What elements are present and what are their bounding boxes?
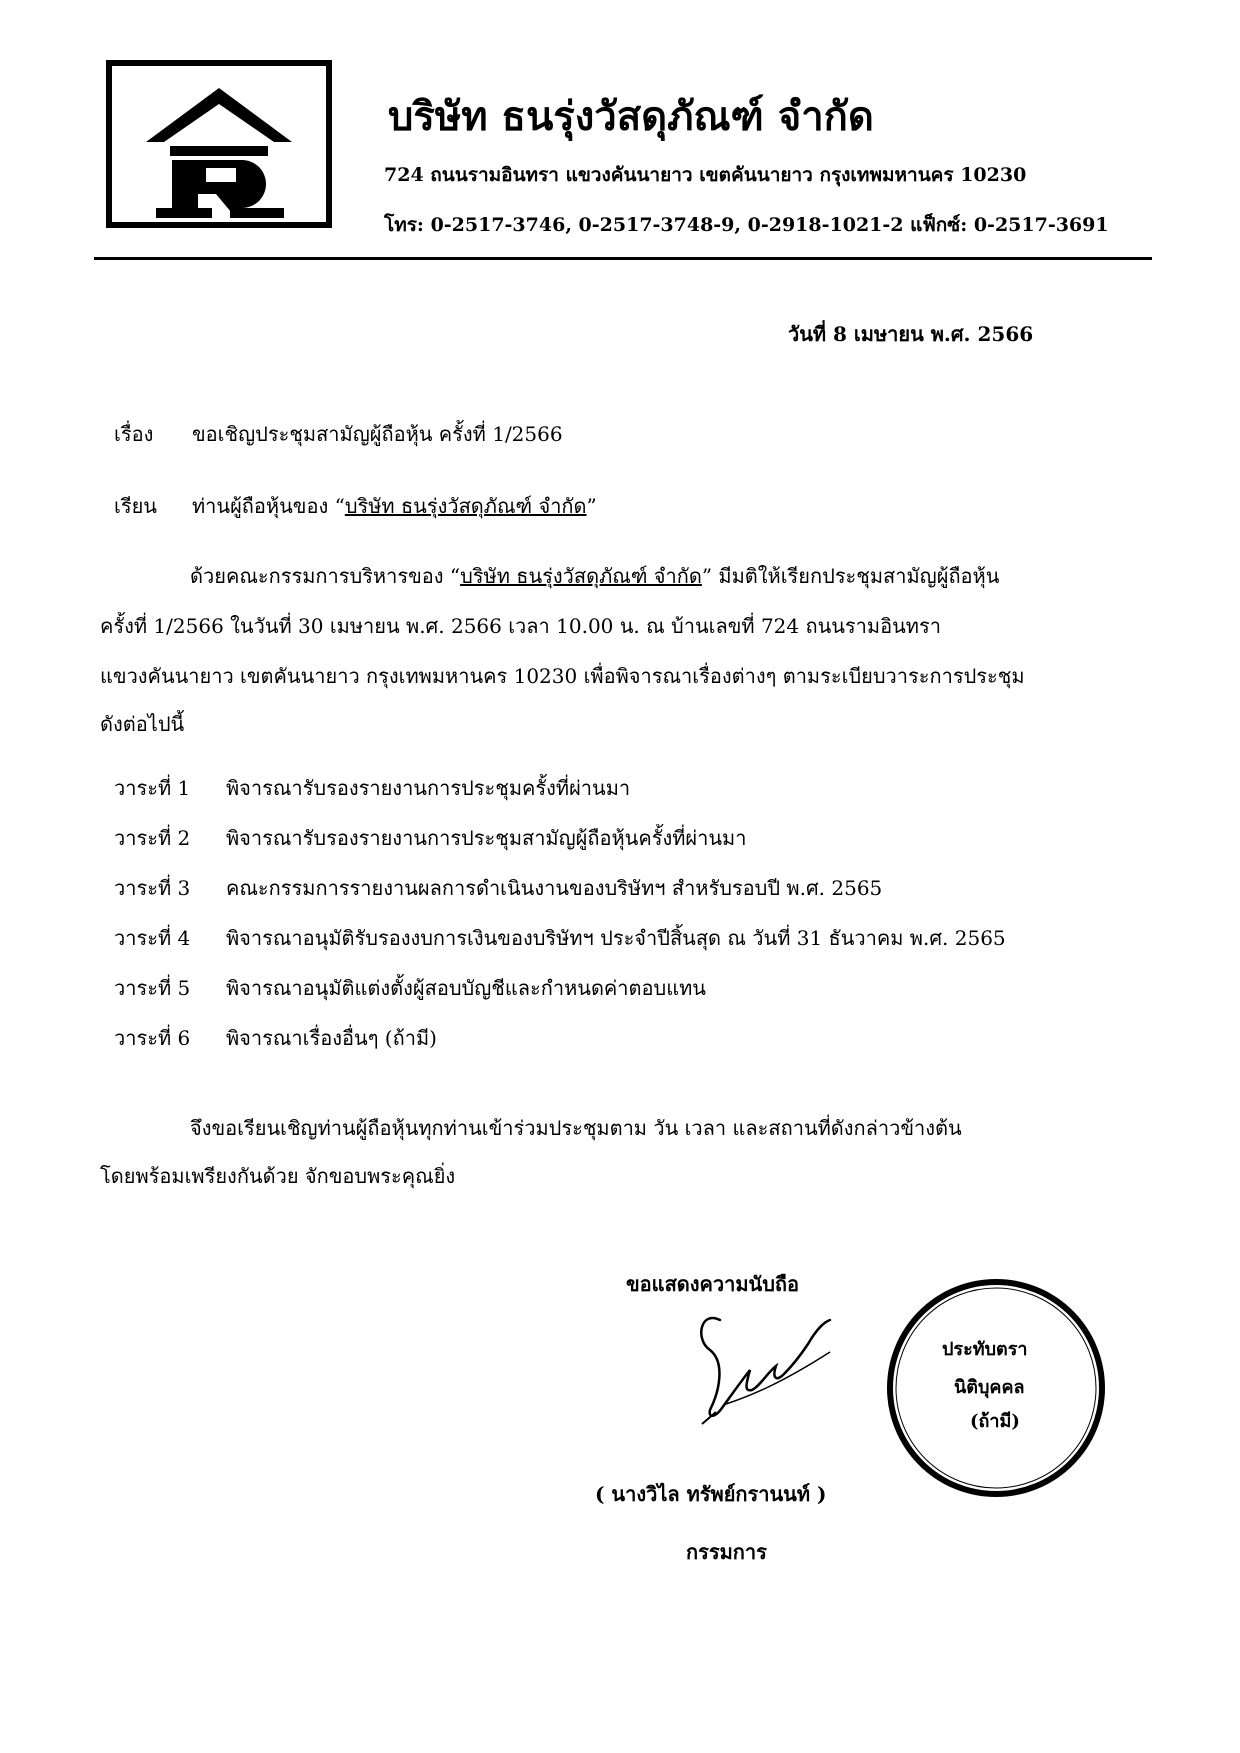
letter-date: วันที่ 8 เมษายน พ.ศ. 2566 xyxy=(788,322,1034,346)
body-line-3: แขวงคันนายาว เขตคันนายาว กรุงเทพมหานคร 10230 เพื่อพิจารณาเรื่องต่างๆ ตามระเบียบวาระการประชุม xyxy=(100,664,1025,688)
closing-line-1: จึงขอเรียนเชิญท่านผู้ถือหุ้นทุกท่านเข้าร่วมประชุมตาม วัน เวลา และสถานที่ดังกล่าวข้างต้น xyxy=(190,1116,962,1140)
salutation-prefix: ท่านผู้ถือหุ้นของ “ xyxy=(192,494,345,518)
regards-text: ขอแสดงความนับถือ xyxy=(626,1272,800,1296)
body-line-4: ดังต่อไปนี้ xyxy=(100,712,185,736)
agenda-label: วาระที่ 4 xyxy=(114,926,191,950)
company-name: บริษัท ธนรุ่งวัสดุภัณฑ์ จำกัด xyxy=(388,93,874,140)
subject-line xyxy=(114,418,563,450)
agenda-item xyxy=(114,972,706,1004)
salutation-company: บริษัท ธนรุ่งวัสดุภัณฑ์ จำกัด xyxy=(344,494,587,518)
agenda-item xyxy=(114,1022,437,1054)
signer-name: ( นางวิไล ทรัพย์กรานนท์ ) xyxy=(595,1482,827,1506)
closing-line-2: โดยพร้อมเพรียงกันด้วย จักขอบพระคุณยิ่ง xyxy=(100,1164,456,1188)
company-phone: โทร: 0-2517-3746, 0-2517-3748-9, 0-2918-1021-2 แฟ็กซ์: 0-2517-3691 xyxy=(384,214,1109,236)
agenda-item xyxy=(114,872,882,904)
agenda-text: คณะกรรมการรายงานผลการดำเนินงานของบริษัทฯ สำหรับรอบปี พ.ศ. 2565 xyxy=(226,876,883,900)
agenda-label: วาระที่ 6 xyxy=(114,1026,191,1050)
agenda-item xyxy=(114,922,1006,954)
subject-text: ขอเชิญประชุมสามัญผู้ถือหุ้น ครั้งที่ 1/2566 xyxy=(192,422,563,446)
company-seal-stamp-icon xyxy=(880,1272,1112,1504)
agenda-item xyxy=(114,822,746,854)
handwritten-signature-icon xyxy=(680,1300,880,1430)
stamp-line-1: ประทับตรา xyxy=(942,1339,1028,1360)
agenda-label: วาระที่ 2 xyxy=(114,826,191,850)
agenda-text: พิจารณาอนุมัติรับรองงบการเงินของบริษัทฯ ประจำปีสิ้นสุด ณ วันที่ 31 ธันวาคม พ.ศ. 2565 xyxy=(226,926,1006,950)
company-address: 724 ถนนรามอินทรา แขวงคันนายาว เขตคันนายาว กรุงเทพมหานคร 10230 xyxy=(384,164,1027,186)
header-divider xyxy=(94,257,1152,260)
agenda-text: พิจารณารับรองรายงานการประชุมสามัญผู้ถือหุ้นครั้งที่ผ่านมา xyxy=(226,826,747,850)
body-line1-prefix: ด้วยคณะกรรมการบริหารของ “ xyxy=(190,564,461,588)
body-line1-suffix: ” มีมติให้เรียกประชุมสามัญผู้ถือหุ้น xyxy=(701,564,1000,588)
agenda-label: วาระที่ 5 xyxy=(114,976,191,1000)
salutation-line xyxy=(114,490,597,522)
agenda-item xyxy=(114,772,630,804)
body-line-2: ครั้งที่ 1/2566 ในวันที่ 30 เมษายน พ.ศ. 2566 เวลา 10.00 น. ณ บ้านเลขที่ 724 ถนนรามอินทรา xyxy=(100,614,941,638)
stamp-line-2: นิติบุคคล xyxy=(954,1377,1025,1398)
body-line1-company: บริษัท ธนรุ่งวัสดุภัณฑ์ จำกัด xyxy=(460,564,702,588)
house-r-logo-icon xyxy=(106,60,332,228)
signer-position: กรรมการ xyxy=(686,1540,767,1564)
agenda-text: พิจารณารับรองรายงานการประชุมครั้งที่ผ่านมา xyxy=(226,776,631,800)
salutation-suffix: ” xyxy=(586,494,597,518)
agenda-label: วาระที่ 1 xyxy=(114,776,191,800)
agenda-text: พิจารณาอนุมัติแต่งตั้งผู้สอบบัญชีและกำหนดค่าตอบแทน xyxy=(226,976,706,1000)
subject-label: เรื่อง xyxy=(114,422,154,446)
body-line-1 xyxy=(190,560,999,592)
agenda-text: พิจารณาเรื่องอื่นๆ (ถ้ามี) xyxy=(226,1026,437,1050)
salutation-label: เรียน xyxy=(114,494,157,518)
stamp-line-3: (ถ้ามี) xyxy=(970,1411,1020,1432)
agenda-label: วาระที่ 3 xyxy=(114,876,191,900)
